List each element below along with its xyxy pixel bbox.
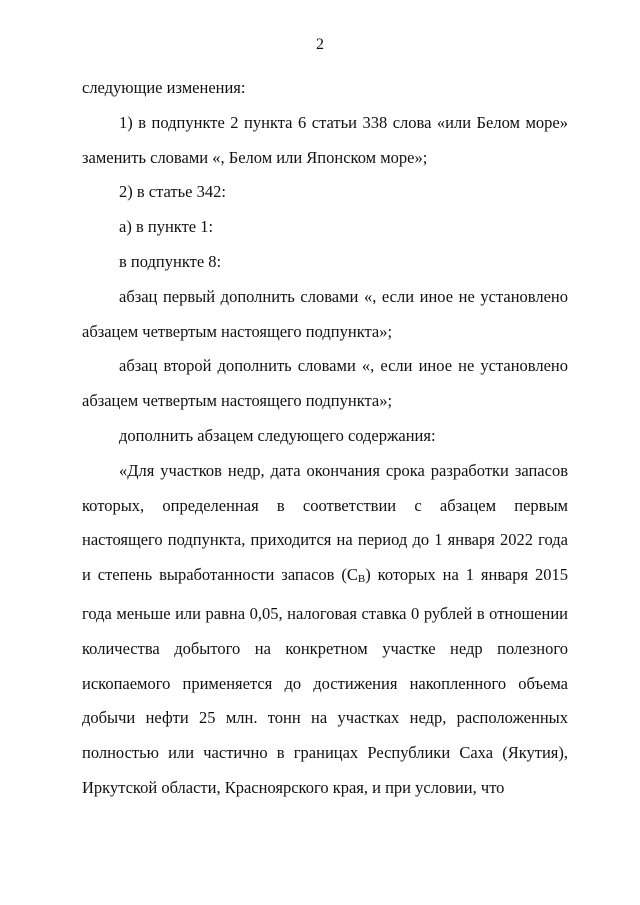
subscript-b: В xyxy=(357,573,366,586)
quoted-paragraph xyxy=(82,454,568,806)
page-number: 2 xyxy=(316,36,324,53)
quoted-text-part1: «Для участков недр, дата окончания срока разработки запасов которых, определенная в соответствии с абзацем первым настоящего подпункта, приходится на период до 1 января 2022 года и степень выработанности запасов (С xyxy=(82,460,568,585)
paragraph: следующие изменения: xyxy=(82,78,246,97)
paragraph: дополнить абзацем следующего содержания: xyxy=(119,425,436,445)
paragraph: в подпункте 8: xyxy=(119,251,222,271)
paragraph: 1) в подпункте 2 пункта 6 статьи 338 слова «или Белом море» заменить словами «, Белом или Японском море»; xyxy=(82,112,568,167)
document-body xyxy=(82,71,568,806)
paragraph: а) в пункте 1: xyxy=(119,217,214,237)
paragraph: абзац второй дополнить словами «, если иное не установлено абзацем четвертым настоящего подпункта»; xyxy=(82,356,568,411)
paragraph: 2) в статье 342: xyxy=(119,182,226,202)
quoted-text-part2: ) которых на 1 января 2015 года меньше или равна 0,05, налоговая ставка 0 рублей в отношении количества добытого на конкретном участке недр полезного ископаемого применяется до достижения накопленного объема добычи нефти 25 млн. тонн на участках недр, расположенных полностью или частично в границах Республики Саха (Якутия), Иркутской области, Красноярского края, и при условии, что xyxy=(82,565,569,797)
paragraph: абзац первый дополнить словами «, если иное не установлено абзацем четвертым настоящего подпункта»; xyxy=(82,286,568,341)
